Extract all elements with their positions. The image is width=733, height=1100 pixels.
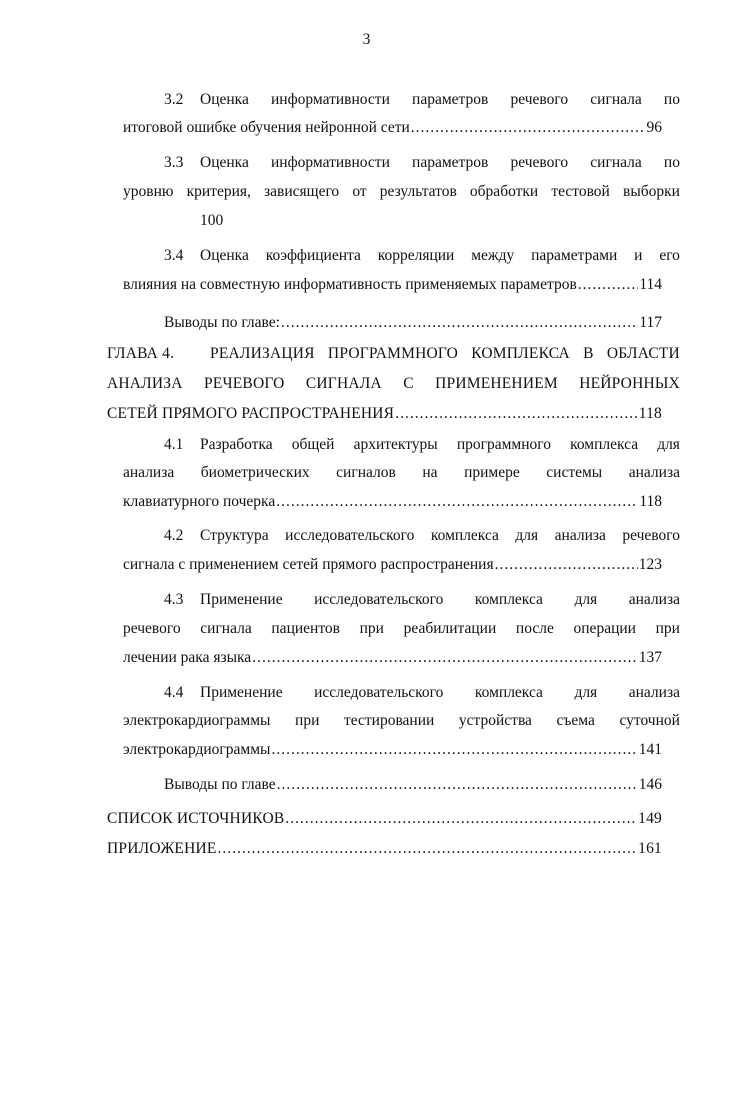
page-ref: 146 (638, 776, 662, 793)
word: сигнала (590, 91, 642, 108)
word: коэффициента (265, 247, 361, 264)
justified-words (200, 590, 680, 610)
toc-chapter4-line1 (107, 344, 680, 364)
entry-text: СЕТЕЙ ПРЯМОГО РАСПРОСТРАНЕНИЯ (107, 405, 395, 422)
word: Оценка (200, 91, 249, 108)
page-ref: 118 (638, 405, 662, 422)
word: тестировании (343, 712, 435, 729)
dot-leader (218, 839, 638, 859)
justified-words (210, 344, 680, 364)
justified-words (200, 683, 680, 703)
page-ref: 114 (639, 276, 662, 293)
word: КОМПЛЕКСА (471, 345, 570, 362)
dot-leader (271, 740, 637, 760)
section-number: 4.3 (164, 591, 184, 608)
word: биометрических (200, 464, 310, 481)
word: программного (456, 436, 551, 453)
word: речевого (123, 620, 181, 637)
justified-words (200, 246, 680, 266)
dot-leader (578, 275, 639, 295)
dot-leader (281, 313, 638, 333)
toc-entry-3-4-line1 (164, 246, 680, 266)
word: для (574, 591, 598, 608)
word: для (657, 436, 680, 453)
section-number: 3.4 (164, 247, 184, 264)
section-number: 4.2 (164, 527, 184, 544)
word: информативности (271, 91, 390, 108)
word: речевого (510, 154, 569, 171)
word: СИГНАЛА (305, 375, 382, 392)
toc-entry-chapter4-conclusions[interactable] (164, 775, 662, 795)
word: комплекса (474, 591, 543, 608)
section-number: 3.2 (164, 91, 184, 108)
word: для (515, 527, 539, 544)
toc-entry-4-1-line1 (164, 435, 680, 455)
word: при (295, 712, 320, 729)
word: ПРОГРАММНОГО (327, 345, 459, 362)
page-ref: 117 (639, 314, 662, 331)
word: С (403, 375, 414, 392)
word: архитектуры (353, 436, 438, 453)
entry-text: ПРИЛОЖЕНИЕ (107, 840, 217, 857)
word: операции (573, 620, 636, 637)
word: при (359, 620, 384, 637)
section-number: 3.3 (164, 154, 184, 171)
justified-words (200, 90, 680, 110)
toc-entry-references[interactable] (107, 809, 662, 829)
toc-entry-3-2[interactable] (123, 118, 662, 138)
word: Оценка (200, 247, 249, 264)
word: РЕАЛИЗАЦИЯ (210, 345, 315, 362)
word: реабилитации (403, 620, 497, 637)
word: устройства (458, 712, 532, 729)
word: критерия, (186, 183, 251, 200)
word: НЕЙРОННЫХ (579, 375, 680, 392)
toc-entry-appendix[interactable] (107, 839, 662, 859)
word: Разработка (200, 436, 273, 453)
word: выборки (623, 183, 680, 200)
word: анализа (628, 591, 680, 608)
toc-entry-4-4-line2 (123, 711, 680, 731)
page-ref: 96 (646, 119, 662, 136)
word: пациентов (271, 620, 340, 637)
page-ref: 141 (638, 741, 662, 758)
word: обработки (469, 183, 539, 200)
section-number: 4.1 (164, 436, 184, 453)
word: на (422, 464, 438, 481)
toc-entry-3-3-line2 (123, 182, 680, 202)
word: Оценка (200, 154, 249, 171)
word: и (634, 247, 643, 264)
word: Применение (200, 684, 283, 701)
toc-entry-3-4[interactable] (123, 275, 662, 295)
word: Структура (200, 527, 269, 544)
word: АНАЛИЗА (107, 375, 183, 392)
word: сигнала (200, 620, 252, 637)
toc-entry-4-3-line2 (123, 619, 680, 639)
dot-leader (277, 775, 638, 795)
dot-leader (252, 648, 638, 668)
word: Применение (200, 591, 283, 608)
entry-text: влияния на совместную информативность применяемых параметров (123, 276, 577, 293)
page-ref: 137 (638, 649, 662, 666)
word: после (515, 620, 554, 637)
entry-text: сигнала с применением сетей прямого распространения (123, 556, 494, 573)
word: сигнала (590, 154, 642, 171)
dot-leader (395, 404, 638, 424)
page-ref: 149 (638, 810, 662, 827)
entry-text: клавиатурного почерка (123, 493, 276, 510)
word: по (663, 91, 680, 108)
word: информативности (271, 154, 390, 171)
section-number: 4.4 (164, 684, 184, 701)
dot-leader (276, 492, 638, 512)
page-ref: 123 (638, 556, 662, 573)
dot-leader (285, 809, 637, 829)
word: примере (464, 464, 520, 481)
toc-entry-4-1[interactable] (123, 492, 662, 512)
word: параметров (412, 91, 489, 108)
toc-chapter4[interactable] (107, 404, 662, 424)
word: анализа (628, 464, 680, 481)
word: уровню (123, 183, 174, 200)
entry-text: СПИСОК ИСТОЧНИКОВ (107, 810, 285, 827)
word: речевого (510, 91, 569, 108)
word: электрокардиограммы (123, 712, 271, 729)
word: исследовательского (285, 527, 415, 544)
entry-text: итоговой ошибке обучения нейронной сети (123, 119, 410, 136)
word: параметров (412, 154, 489, 171)
word: суточной (619, 712, 680, 729)
entry-text: Выводы по главе (164, 776, 276, 793)
word: по (663, 154, 680, 171)
toc-chapter4-line2 (107, 374, 680, 394)
justified-words (200, 153, 680, 173)
word: сигналов (336, 464, 396, 481)
toc-entry-chapter3-conclusions[interactable] (164, 313, 662, 333)
toc-entry-4-2[interactable] (123, 555, 662, 575)
word: результатов (379, 183, 457, 200)
word: при (655, 620, 680, 637)
word: его (659, 247, 680, 264)
word: тестовой (551, 183, 610, 200)
page-ref: 118 (639, 493, 662, 510)
word: анализа (554, 527, 606, 544)
word: зависящего (264, 183, 340, 200)
word: анализа (123, 464, 175, 481)
word: общей (291, 436, 335, 453)
chapter-label: ГЛАВА 4. (107, 345, 175, 362)
page-ref: 161 (638, 840, 662, 857)
entry-text: электрокардиограммы (123, 741, 271, 758)
justified-words (200, 435, 680, 455)
word: ПРИМЕНЕНИЕМ (435, 375, 558, 392)
word: анализа (628, 684, 680, 701)
word: исследовательского (314, 684, 444, 701)
word: речевого (622, 527, 680, 544)
word: ОБЛАСТИ (606, 345, 680, 362)
toc-entry-4-2-line1 (164, 526, 680, 546)
toc-entry-4-3[interactable] (123, 648, 662, 668)
word: параметрами (531, 247, 618, 264)
toc-entry-4-4[interactable] (123, 740, 662, 760)
entry-text: Выводы по главе: (164, 314, 280, 331)
dot-leader (495, 555, 638, 575)
toc-entry-3-2-line1 (164, 90, 680, 110)
dot-leader (411, 118, 646, 138)
toc-entry-4-1-line2 (123, 463, 680, 483)
word: исследовательского (314, 591, 444, 608)
page-number: 3 (362, 31, 371, 48)
word: комплекса (570, 436, 639, 453)
justified-words (200, 526, 680, 546)
word: комплекса (430, 527, 499, 544)
toc-entry-4-3-line1 (164, 590, 680, 610)
word: между (471, 247, 515, 264)
word: В (583, 345, 594, 362)
word: от (352, 183, 367, 200)
toc-entry-3-3-line1 (164, 153, 680, 173)
word: системы (546, 464, 603, 481)
word: РЕЧЕВОГО (204, 375, 285, 392)
word: корреляции (377, 247, 455, 264)
toc-entry-4-4-line1 (164, 683, 680, 703)
word: для (574, 684, 598, 701)
word: съема (556, 712, 595, 729)
toc-entry-3-3-page[interactable]: 100 (200, 212, 224, 229)
word: комплекса (474, 684, 543, 701)
entry-text: лечении рака языка (123, 649, 252, 666)
